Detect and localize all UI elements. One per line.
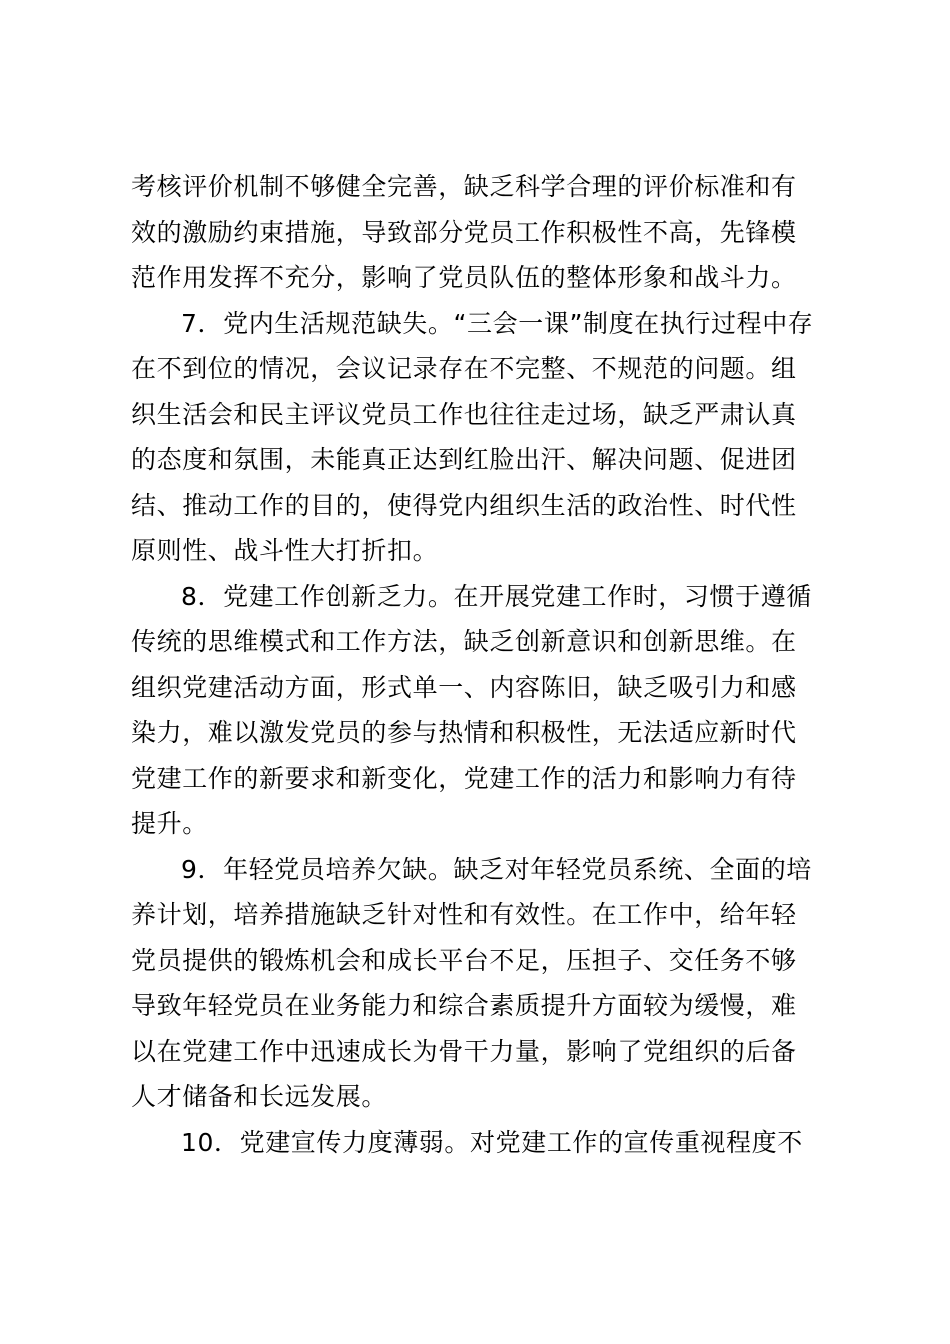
paragraph-line: 染力，难以激发党员的参与热情和积极性，无法适应新时代 xyxy=(131,718,797,747)
document-body xyxy=(131,164,821,1165)
item-7-first-line: 7．党内生活规范缺失。“三会一课”制度在执行过程中存 xyxy=(181,308,814,338)
paragraph-line: 效的激励约束措施，导致部分党员工作积极性不高，先锋模 xyxy=(131,217,797,247)
paragraph-line: 导致年轻党员在业务能力和综合素质提升方面较为缓慢，难 xyxy=(131,991,797,1020)
paragraph-line: 传统的思维模式和工作方法，缺乏创新意识和创新思维。在 xyxy=(131,627,797,656)
item-8-first-line: 8．党建工作创新乏力。在开展党建工作时，习惯于遵循 xyxy=(181,581,812,611)
paragraph-line: 提升。 xyxy=(131,809,208,838)
paragraph-line: 养计划，培养措施缺乏针对性和有效性。在工作中，给年轻 xyxy=(131,900,797,929)
paragraph-line: 织生活会和民主评议党员工作也往往走过场，缺乏严肃认真 xyxy=(131,399,797,429)
paragraph-line: 的态度和氛围，未能真正达到红脸出汗、解决问题、促进团 xyxy=(131,445,797,474)
paragraph-line: 以在党建工作中迅速成长为骨干力量，影响了党组织的后备 xyxy=(131,1036,797,1066)
paragraph-line: 结、推动工作的目的，使得党内组织生活的政治性、时代性 xyxy=(131,490,797,520)
paragraph-line: 党建工作的新要求和新变化，党建工作的活力和影响力有待 xyxy=(131,763,797,793)
paragraph-line: 人才储备和长远发展。 xyxy=(131,1082,388,1111)
item-10-first-line: 10．党建宣传力度薄弱。对党建工作的宣传重视程度不 xyxy=(181,1127,803,1157)
item-9-first-line: 9．年轻党员培养欠缺。缺乏对年轻党员系统、全面的培 xyxy=(181,854,812,884)
paragraph-line: 在不到位的情况，会议记录存在不完整、不规范的问题。组 xyxy=(131,354,797,383)
paragraph-line: 范作用发挥不充分，影响了党员队伍的整体形象和战斗力。 xyxy=(131,263,797,292)
paragraph-line: 考核评价机制不够健全完善，缺乏科学合理的评价标准和有 xyxy=(131,172,797,201)
paragraph-line: 党员提供的锻炼机会和成长平台不足，压担子、交任务不够 xyxy=(131,945,797,975)
paragraph-line: 组织党建活动方面，形式单一、内容陈旧，缺乏吸引力和感 xyxy=(131,672,797,702)
paragraph-line: 原则性、战斗性大打折扣。 xyxy=(131,536,439,565)
